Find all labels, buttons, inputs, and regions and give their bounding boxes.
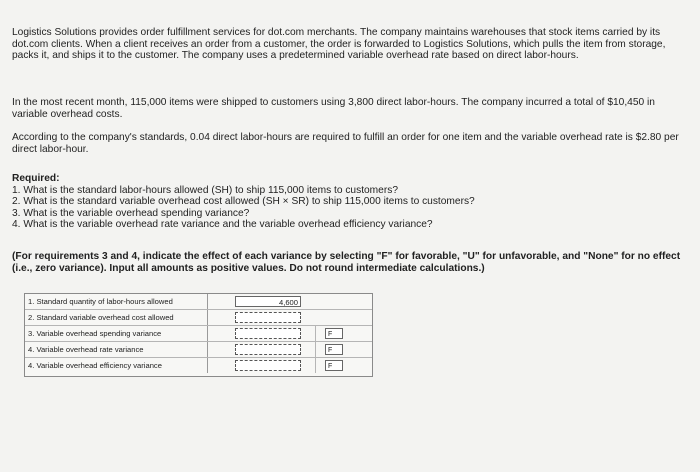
required-item-3: 3. What is the variable overhead spending variance? [12,207,250,219]
rate-variance-input[interactable] [235,344,301,355]
rate-effect-select[interactable]: F [325,344,343,355]
answer-row-efficiency [25,358,372,373]
efficiency-variance-input[interactable] [235,360,301,371]
required-item-2: 2. What is the standard variable overhead cost allowed (SH × SR) to ship 115,000 items to customers? [12,196,475,208]
answer-row-rate [25,342,372,358]
answer-row-spending [25,326,372,342]
standard-hours-input[interactable]: 4,600 [235,296,301,307]
required-item-1: 1. What is the standard labor-hours allowed (SH) to ship 115,000 items to customers? [12,184,398,196]
answer-table [24,293,373,377]
intro-paragraph: Logistics Solutions provides order fulfillment services for dot.com merchants. The company maintains warehouses that stock items carried by its dot.com clients. When a client receives an order from a customer, the order is forwarded to Logistics Solutions, which pulls the item from storage, packs it, and ships it to the customer. The company uses a predetermined variable overhead rate based on direct labor-hours. [12,27,666,62]
row-label: 2. Standard variable overhead cost allowed [25,310,208,325]
row-label: 1. Standard quantity of labor-hours allowed [25,294,208,309]
standard-cost-input[interactable] [235,312,301,323]
required-heading: Required: [12,173,60,184]
instructions-paragraph: (For requirements 3 and 4, indicate the effect of each variance by selecting "F" for favorable, "U" for unfavorable, and "None" for no effect (i.e., zero variance). Input all amounts as positive values. Do not round intermediate calculations.) [12,251,681,274]
row-label: 3. Variable overhead spending variance [25,326,208,341]
row-label: 4. Variable overhead efficiency variance [25,358,208,373]
spending-variance-input[interactable] [235,328,301,339]
column-divider [315,358,316,373]
efficiency-effect-select[interactable]: F [325,360,343,371]
required-section [12,173,684,231]
answer-row-sh [25,294,372,310]
standards-paragraph: According to the company's standards, 0.04 direct labor-hours are required to fulfill an order for one item and the variable overhead rate is $2.80 per direct labor-hour. [12,132,679,155]
column-divider [315,342,316,357]
answer-row-std-cost [25,310,372,326]
spending-effect-select[interactable]: F [325,328,343,339]
row-label: 4. Variable overhead rate variance [25,342,208,357]
month-info-paragraph: In the most recent month, 115,000 items were shipped to customers using 3,800 direct labor-hours. The company incurred a total of $10,450 in variable overhead costs. [12,97,655,120]
required-item-4: 4. What is the variable overhead rate variance and the variable overhead efficiency variance? [12,219,433,231]
column-divider [315,326,316,341]
